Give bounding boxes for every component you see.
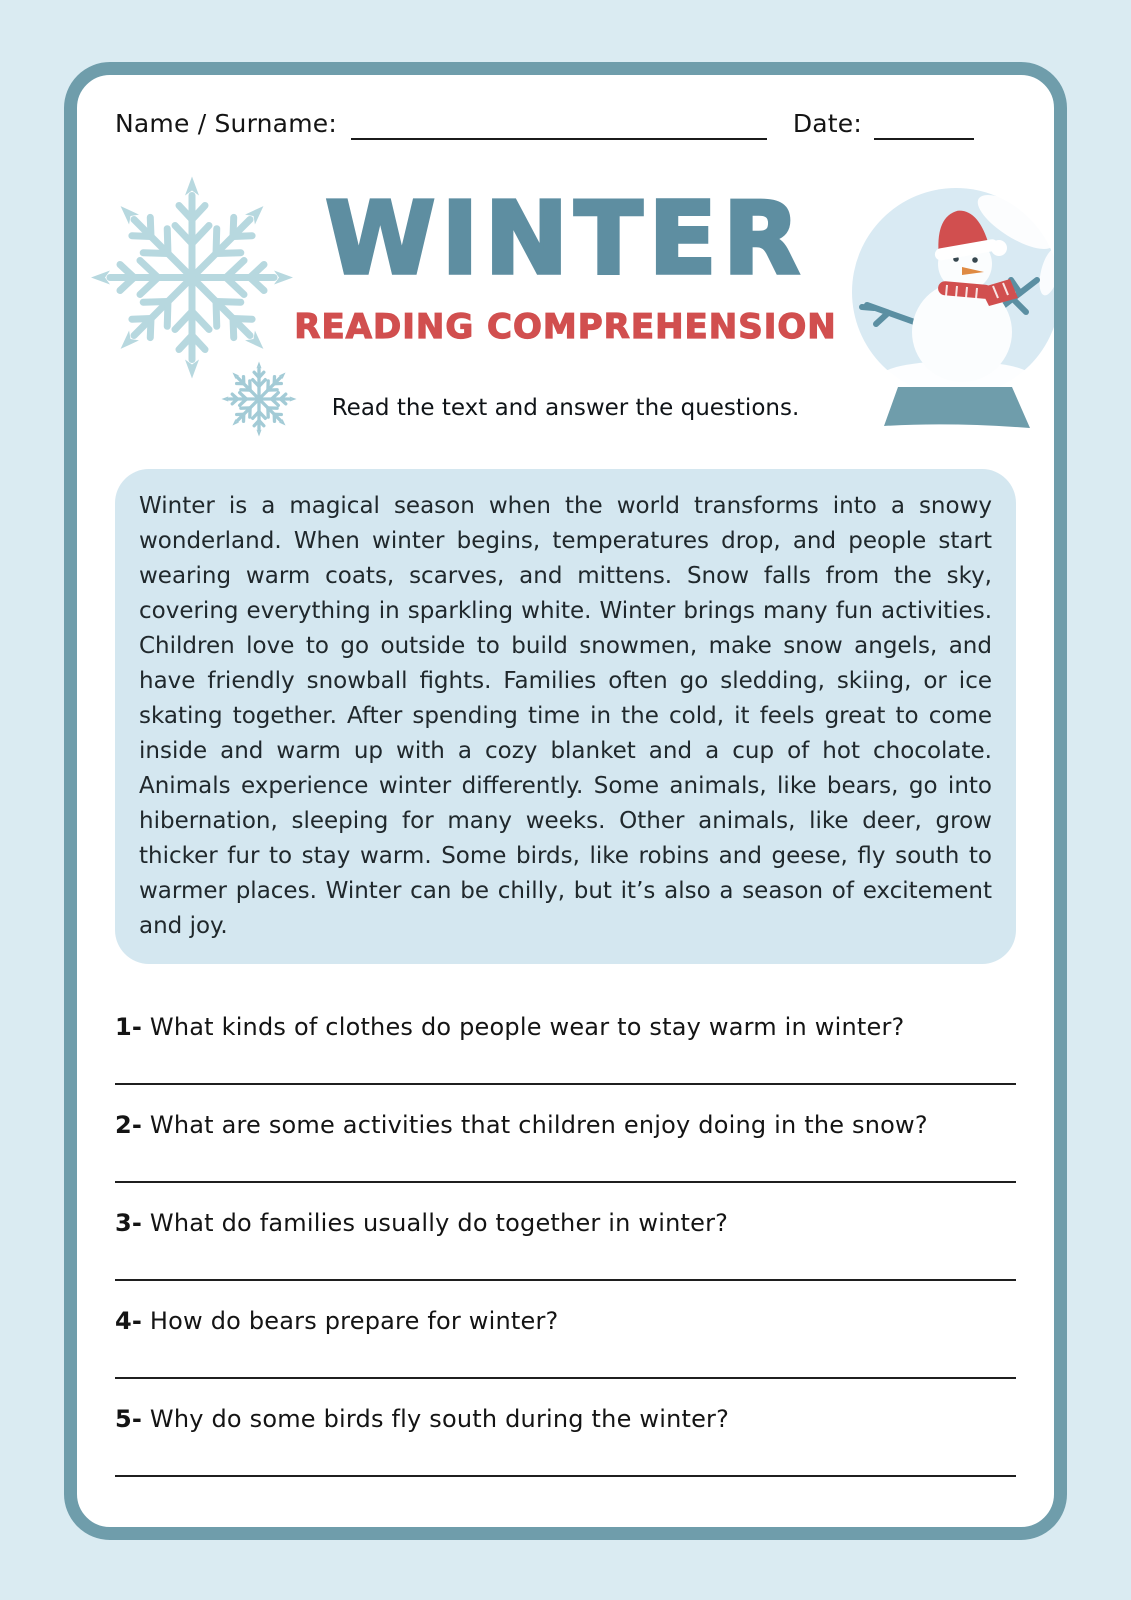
question-text (115, 1208, 1016, 1238)
page-subtitle: READING COMPREHENSION (294, 307, 837, 347)
question-number: 3- (115, 1209, 143, 1237)
question-item (115, 1110, 1016, 1183)
name-input-line[interactable] (351, 114, 767, 140)
question-label: How do bears prepare for winter? (149, 1307, 559, 1335)
question-label: Why do some birds fly south during the winter? (149, 1405, 730, 1433)
questions-section (115, 1012, 1016, 1477)
answer-line[interactable] (115, 1181, 1016, 1183)
question-number: 1- (115, 1013, 143, 1041)
question-number: 2- (115, 1111, 143, 1139)
worksheet-header (115, 170, 1016, 442)
name-date-row (115, 109, 974, 140)
page-title: WINTER (325, 180, 806, 297)
question-number: 5- (115, 1405, 143, 1433)
name-label: Name / Surname: (115, 109, 337, 138)
worksheet-content (77, 109, 1054, 1540)
answer-line[interactable] (115, 1083, 1016, 1085)
question-text (115, 1012, 1016, 1042)
answer-line[interactable] (115, 1279, 1016, 1281)
question-item (115, 1012, 1016, 1085)
snow-globe-snowman-icon (850, 172, 1066, 434)
question-label: What do families usually do together in winter? (149, 1209, 729, 1237)
question-label: What are some activities that children enjoy doing in the snow? (149, 1111, 928, 1139)
question-text (115, 1110, 1016, 1140)
question-number: 4- (115, 1307, 143, 1335)
question-text (115, 1404, 1016, 1434)
worksheet-card (64, 62, 1067, 1540)
date-input-line[interactable] (874, 114, 974, 140)
instruction-text: Read the text and answer the questions. (331, 395, 800, 421)
reading-passage: Winter is a magical season when the world transforms into a snowy wonderland. When winter begins, temperatures drop, and people start wearing warm coats, scarves, and mittens. Snow falls from the sky, covering everything in sparkling white. Winter brings many fun activities. Children love to go outside to build snowmen, make snow angels, and have friendly snowball fights. Families often go sledding, skiing, or ice skating together. After spending time in the cold, it feels great to come inside and warm up with a cozy blanket and a cup of hot chocolate. Animals experience winter differently. Some animals, like bears, go into hibernation, sleeping for many weeks. Other animals, like deer, grow thicker fur to stay warm. Some birds, like robins and geese, fly south to warmer places. Winter can be chilly, but it’s also a season of excitement and joy. (115, 469, 1016, 964)
answer-line[interactable] (115, 1475, 1016, 1477)
question-label: What kinds of clothes do people wear to stay warm in winter? (149, 1013, 905, 1041)
date-label: Date: (792, 109, 862, 138)
question-item (115, 1404, 1016, 1477)
question-text (115, 1306, 1016, 1336)
question-item (115, 1306, 1016, 1379)
question-item (115, 1208, 1016, 1281)
answer-line[interactable] (115, 1377, 1016, 1379)
